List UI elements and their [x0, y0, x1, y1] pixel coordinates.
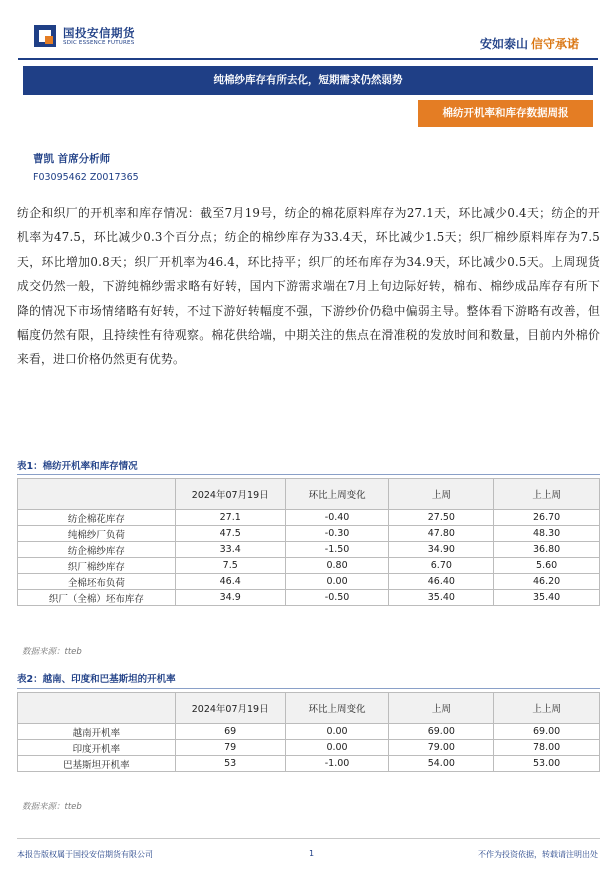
row-label: 纺企棉纱库存: [18, 542, 176, 558]
table-cell: -0.30: [285, 526, 389, 542]
footer-copyright: 本报告版权属于国投安信期货有限公司: [17, 850, 153, 859]
slogan-part-2: 信守承诺: [530, 37, 579, 51]
table-row: [18, 724, 600, 740]
row-label: 纯棉纱厂负荷: [18, 526, 176, 542]
table-cell: 48.30: [494, 526, 600, 542]
table-row: [18, 526, 600, 542]
row-label: 纺企棉花库存: [18, 510, 176, 526]
analyst-name: 曹凯 首席分析师: [33, 153, 111, 165]
header-divider: [18, 58, 598, 60]
row-label: 织厂（全棉）坯布库存: [18, 590, 176, 606]
table-row: [18, 558, 600, 574]
footer-divider: [17, 838, 600, 839]
table-cell: 5.60: [494, 558, 600, 574]
report-headline: 纯棉纱库存有所去化，短期需求仍然弱势: [23, 66, 593, 95]
table-cell: 46.40: [389, 574, 494, 590]
table-cell: 46.4: [175, 574, 285, 590]
table-cell: 27.1: [175, 510, 285, 526]
table-header-row: [18, 479, 600, 510]
logo-english-name: SDIC ESSENCE FUTURES: [63, 40, 135, 46]
row-label: 巴基斯坦开机率: [18, 756, 176, 772]
table-row: [18, 510, 600, 526]
table-cell: 0.00: [285, 724, 389, 740]
table1-title-rule: [17, 474, 600, 475]
table-header-cell: 上周: [389, 693, 494, 724]
table-header-row: [18, 693, 600, 724]
page-number: 1: [309, 849, 315, 858]
table-cell: 53: [175, 756, 285, 772]
table-cell: 53.00: [494, 756, 600, 772]
table-cell: 46.20: [494, 574, 600, 590]
table-row: [18, 542, 600, 558]
table-row: [18, 740, 600, 756]
table-header-cell: 2024年07月19日: [175, 693, 285, 724]
table-header-cell: [18, 479, 176, 510]
table2-title: 表2：越南、印度和巴基斯坦的开机率: [17, 674, 176, 685]
slogan-part-1: 安如泰山: [479, 37, 528, 51]
table-cell: 69.00: [389, 724, 494, 740]
table-cell: 7.5: [175, 558, 285, 574]
table-header-cell: [18, 693, 176, 724]
table-cell: 6.70: [389, 558, 494, 574]
table1-title: 表1：棉纺开机率和库存情况: [17, 461, 138, 472]
footer-disclaimer: 不作为投资依据，转载请注明出处: [478, 850, 598, 859]
table-cell: 26.70: [494, 510, 600, 526]
table-cell: 0.00: [285, 740, 389, 756]
table-cell: 27.50: [389, 510, 494, 526]
table2-country-operating-rates: [17, 692, 600, 772]
table-row: [18, 756, 600, 772]
company-slogan: [480, 35, 579, 52]
table-cell: 79: [175, 740, 285, 756]
table-cell: 34.9: [175, 590, 285, 606]
table-header-cell: 环比上周变化: [285, 479, 389, 510]
table1-source-note: 数据来源：tteb: [22, 647, 82, 657]
report-body-paragraph: 纺企和织厂的开机率和库存情况：截至7月19号，纺企的棉花原料库存为27.1天，环比减少0.4天；纺企的开机率为47.5，环比减少0.3个百分点；纺企的棉纱库存为33.4天，环比减少1.5天；织厂棉纱原料库存为7.5天，环比增加0.8天；织厂开机率为46.4，环比持平；织厂的坯布库存为34.9天，环比减少0.5天。上周现货成交仍然一般，下游纯棉纱需求略有好转，国内下游需求端在7月上旬边际好转，棉布、棉纱成品库存有所下降的情况下市场情绪略有好转，不过下游好转幅度不强，下游纱价仍稳中偏弱主导。整体看下游略有改善，但幅度仍然有限，且持续性有待观察。棉花供给端，中期关注的焦点在滑准税的发放时间和数量，目前内外棉价来看，进口价格仍然更有优势。: [17, 206, 600, 367]
logo-mark-icon: [33, 24, 57, 48]
table-cell: 35.40: [494, 590, 600, 606]
logo-chinese-name: 国投安信期货: [63, 26, 135, 40]
table-cell: 47.5: [175, 526, 285, 542]
table-cell: 78.00: [494, 740, 600, 756]
table-cell: -1.00: [285, 756, 389, 772]
page-header: [0, 0, 615, 64]
table-row: [18, 574, 600, 590]
table-row: [18, 590, 600, 606]
table-cell: 0.00: [285, 574, 389, 590]
table-cell: 54.00: [389, 756, 494, 772]
row-label: 全棉坯布负荷: [18, 574, 176, 590]
table-header-cell: 上上周: [494, 693, 600, 724]
table-cell: -1.50: [285, 542, 389, 558]
row-label: 印度开机率: [18, 740, 176, 756]
table-cell: 69: [175, 724, 285, 740]
table-header-cell: 上上周: [494, 479, 600, 510]
table-header-cell: 环比上周变化: [285, 693, 389, 724]
table-header-cell: 2024年07月19日: [175, 479, 285, 510]
analyst-license-codes: F03095462 Z0017365: [33, 172, 139, 183]
table-cell: 0.80: [285, 558, 389, 574]
table-cell: 69.00: [494, 724, 600, 740]
table2-source-note: 数据来源：tteb: [22, 802, 82, 812]
table-cell: 47.80: [389, 526, 494, 542]
row-label: 织厂棉纱库存: [18, 558, 176, 574]
company-logo: [33, 24, 151, 52]
table-cell: 33.4: [175, 542, 285, 558]
table-cell: 35.40: [389, 590, 494, 606]
table-cell: 34.90: [389, 542, 494, 558]
table-cell: 36.80: [494, 542, 600, 558]
table-cell: -0.40: [285, 510, 389, 526]
table-cell: -0.50: [285, 590, 389, 606]
table2-title-rule: [17, 688, 600, 689]
row-label: 越南开机率: [18, 724, 176, 740]
table-header-cell: 上周: [389, 479, 494, 510]
table1-cotton-spinning: [17, 478, 600, 606]
report-category-tag: 棉纺开机率和库存数据周报: [418, 100, 593, 127]
table-cell: 79.00: [389, 740, 494, 756]
